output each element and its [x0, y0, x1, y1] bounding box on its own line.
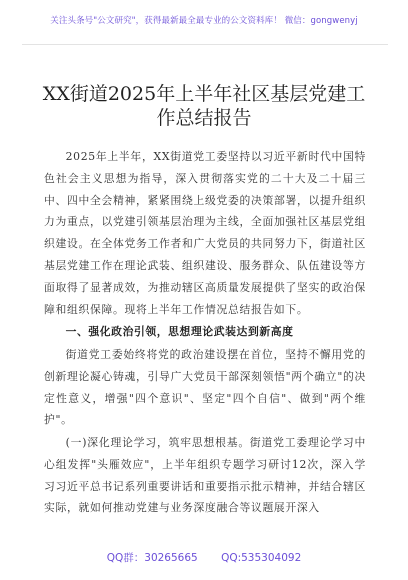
document-title-line1: XX街道2025年上半年社区基层党建工	[42, 83, 366, 105]
section-heading-1: 一、强化政治引领，思想理论武装达到新高度	[65, 325, 294, 338]
footer-qq-group: QQ群：30265665	[106, 552, 198, 564]
header-banner: 关注头条号"公文研究"，获得最新最全最专业的公文资料库！ 微信：gongwenyj	[50, 16, 358, 26]
document-title	[36, 82, 372, 130]
body-paragraph-intro: 2025年上半年，XX街道党工委坚持以习近平新时代中国特色社会主义思想为指导，深入贯彻落实党的二十大及二十届三中、四中全会精神，紧紧围绕上级党委的决策部署，以提升组织力为重点，以党建引领基层治理为主线，全面加强社区基层党组织建设。在全体党务工作者和广大党员的共同努力下，街道社区基层党建工作在理论武装、组织建设、服务群众、队伍建设等方面取得了显著成效，为推动辖区高质量发展提供了坚实的政治保障和组织保障。现将上半年工作情况总结报告如下。	[44, 150, 366, 316]
body-paragraph-3: (一)深化理论学习，筑牢思想根基。街道党工委理论学习中心组发挥"头雁效应"，上半年组织专题学习研讨12次，深入学习习近平总书记系列重要讲话和重要指示批示精神，并结合辖区实际，就如何推动党建与业务深度融合等议题展开深入	[44, 436, 366, 515]
header-divider	[22, 44, 388, 45]
document-title-line2: 作总结报告	[156, 107, 252, 129]
body-paragraph-2: 街道党工委始终将党的政治建设摆在首位，坚持不懈用党的创新理论凝心铸魂，引导广大党员干部深刻领悟"两个确立"的决定性意义，增强"四个意识"、坚定"四个自信"、做到"两个维护"。	[44, 348, 366, 427]
footer-contact	[0, 550, 408, 565]
footer-qq-number: QQ:535304092	[221, 552, 302, 564]
